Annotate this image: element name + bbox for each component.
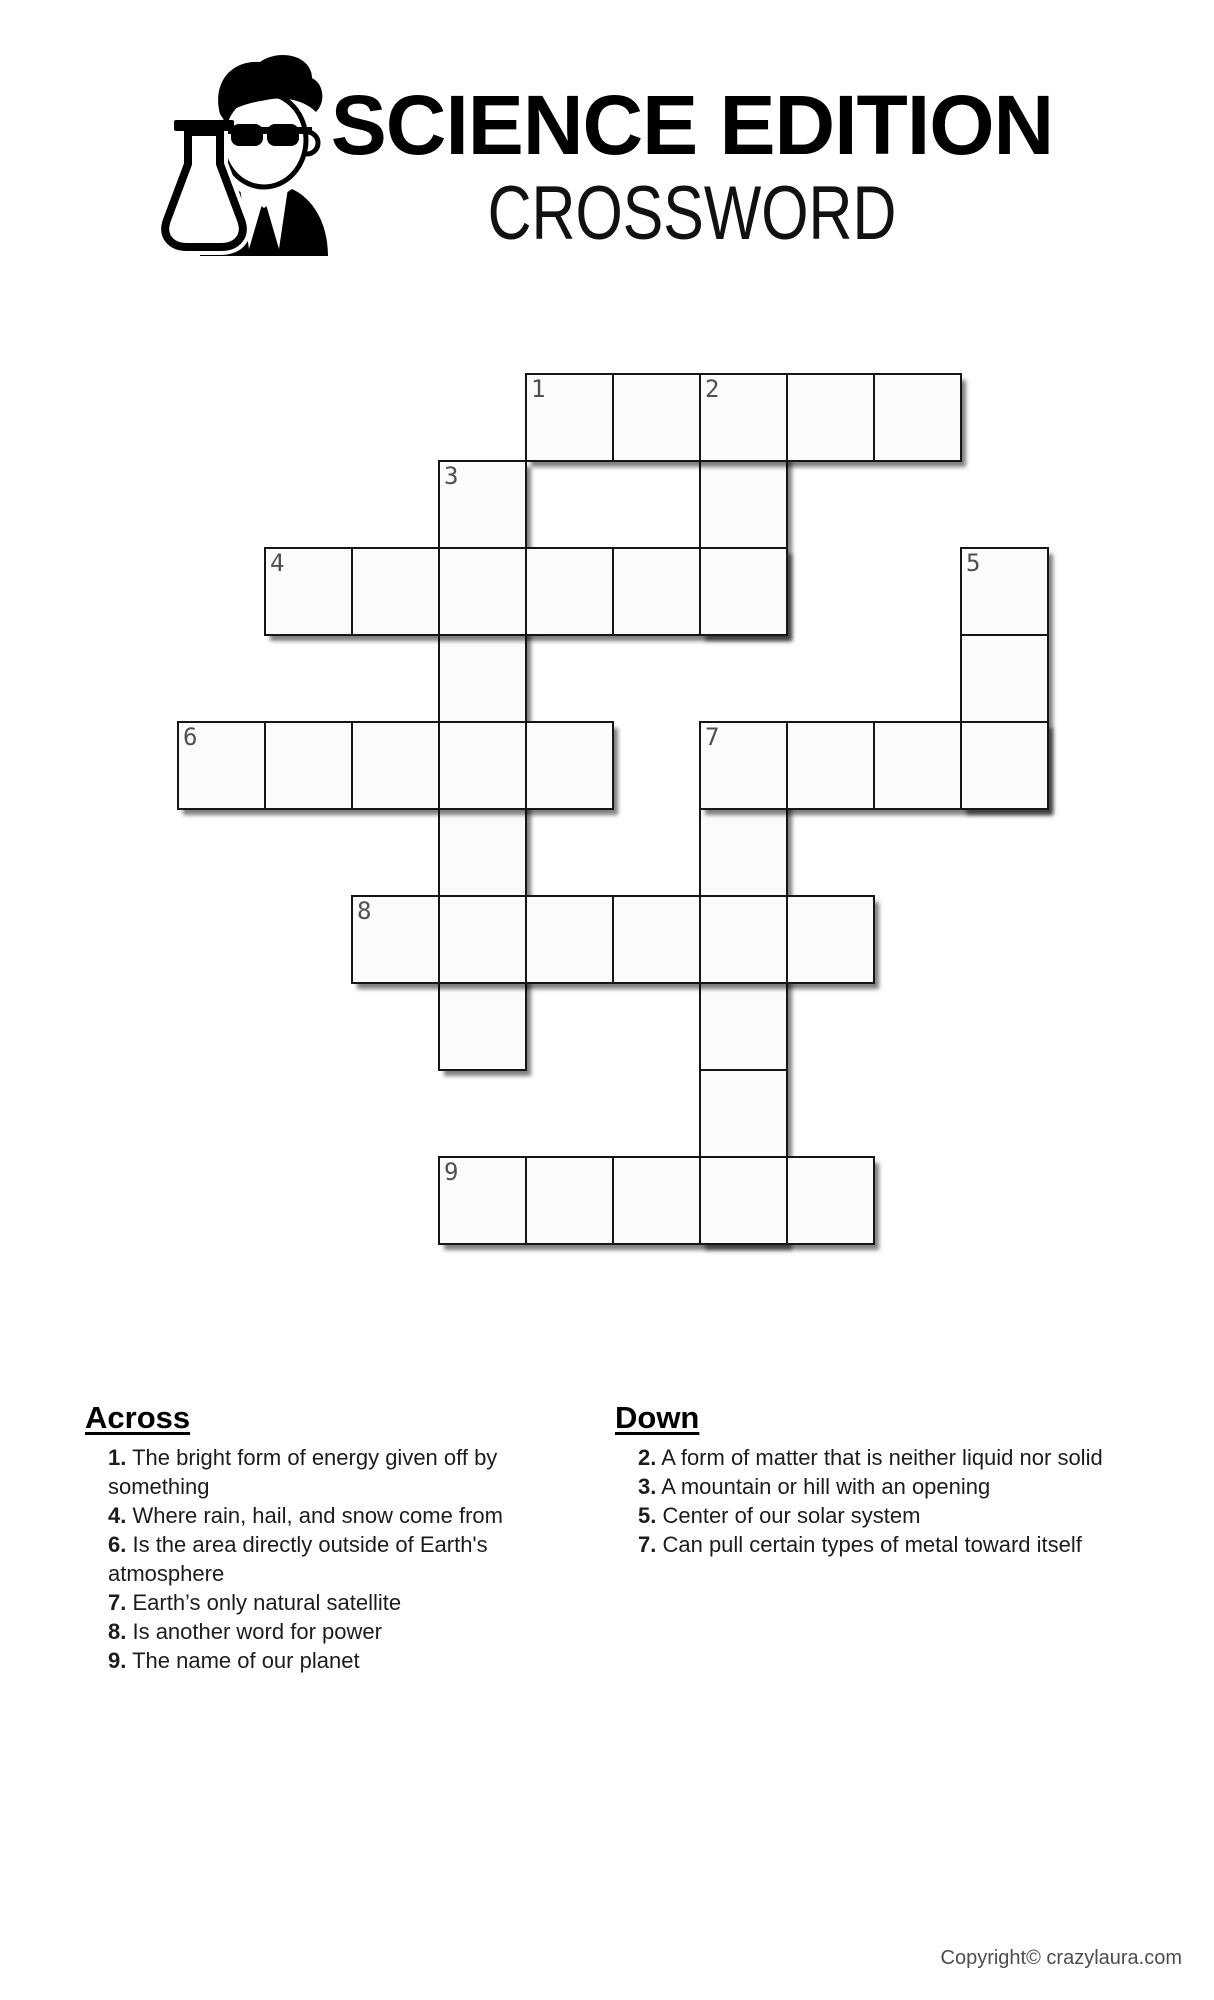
grid-cell [699,982,788,1071]
cell-number: 3 [444,462,459,490]
grid-cell [438,721,527,810]
grid-cell [351,721,440,810]
scientist-flask-icon [146,50,344,256]
clue-item: 1. The bright form of energy given off by something [108,1445,498,1499]
clue-item: 4. Where rain, hail, and snow come from [108,1503,503,1528]
clue-number: 6. [108,1532,127,1557]
grid-cell [960,721,1049,810]
crossword-grid [177,373,1049,1245]
clue-number: 4. [108,1503,127,1528]
grid-cell [873,373,962,462]
cell-number: 9 [444,1158,459,1186]
grid-cell [438,895,527,984]
grid-cell [438,982,527,1071]
clue-item: 2. A form of matter that is neither liquid nor solid [638,1445,1103,1470]
across-clues-section [85,1400,531,1675]
cell-number: 5 [966,549,981,577]
clue-number: 2. [638,1445,657,1470]
cell-number: 1 [531,375,546,403]
page-subtitle: CROSSWORD [487,171,897,256]
clue-number: 5. [638,1503,657,1528]
cell-number: 7 [705,723,720,751]
across-clue-list [85,1443,531,1675]
down-clue-list [615,1443,1113,1559]
grid-cell [525,895,614,984]
grid-cell [525,1156,614,1245]
grid-cell [786,1156,875,1245]
grid-cell [960,634,1049,723]
grid-cell [699,460,788,549]
cell-number: 2 [705,375,720,403]
grid-cell [873,721,962,810]
grid-cell [264,721,353,810]
clue-number: 7. [638,1532,657,1557]
grid-cell [612,895,701,984]
grid-cell [438,808,527,897]
clue-item: 7. Earth’s only natural satellite [108,1590,402,1615]
clue-item: 3. A mountain or hill with an opening [638,1474,991,1499]
grid-cell [786,721,875,810]
grid-cell [525,721,614,810]
clue-number: 1. [108,1445,127,1470]
clue-number: 9. [108,1648,127,1673]
grid-cell [699,895,788,984]
cell-number: 8 [357,897,372,925]
grid-cell [438,634,527,723]
page-title: SCIENCE EDITION [330,78,1054,172]
copyright-text: Copyright© crazylaura.com [940,1947,1182,1969]
grid-cell [525,547,614,636]
clue-item: 6. Is the area directly outside of Earth's atmosphere [108,1532,488,1586]
grid-cell [786,895,875,984]
cell-number: 6 [183,723,198,751]
clue-number: 8. [108,1619,127,1644]
grid-cell [438,547,527,636]
clue-item: 5. Center of our solar system [638,1503,921,1528]
grid-cell [612,1156,701,1245]
clue-number: 7. [108,1590,127,1615]
cell-number: 4 [270,549,285,577]
grid-cell [351,547,440,636]
clue-item: 9. The name of our planet [108,1648,360,1673]
grid-cell [699,547,788,636]
down-heading: Down [615,1400,700,1435]
grid-cell [699,808,788,897]
grid-cell [786,373,875,462]
grid-cell [612,547,701,636]
clue-item: 8. Is another word for power [108,1619,382,1644]
down-clues-section [615,1400,1113,1559]
clue-number: 3. [638,1474,657,1499]
clue-item: 7. Can pull certain types of metal toward itself [638,1532,1082,1557]
grid-cell [699,1156,788,1245]
grid-cell [612,373,701,462]
across-heading: Across [85,1400,191,1435]
grid-cell [699,1069,788,1158]
